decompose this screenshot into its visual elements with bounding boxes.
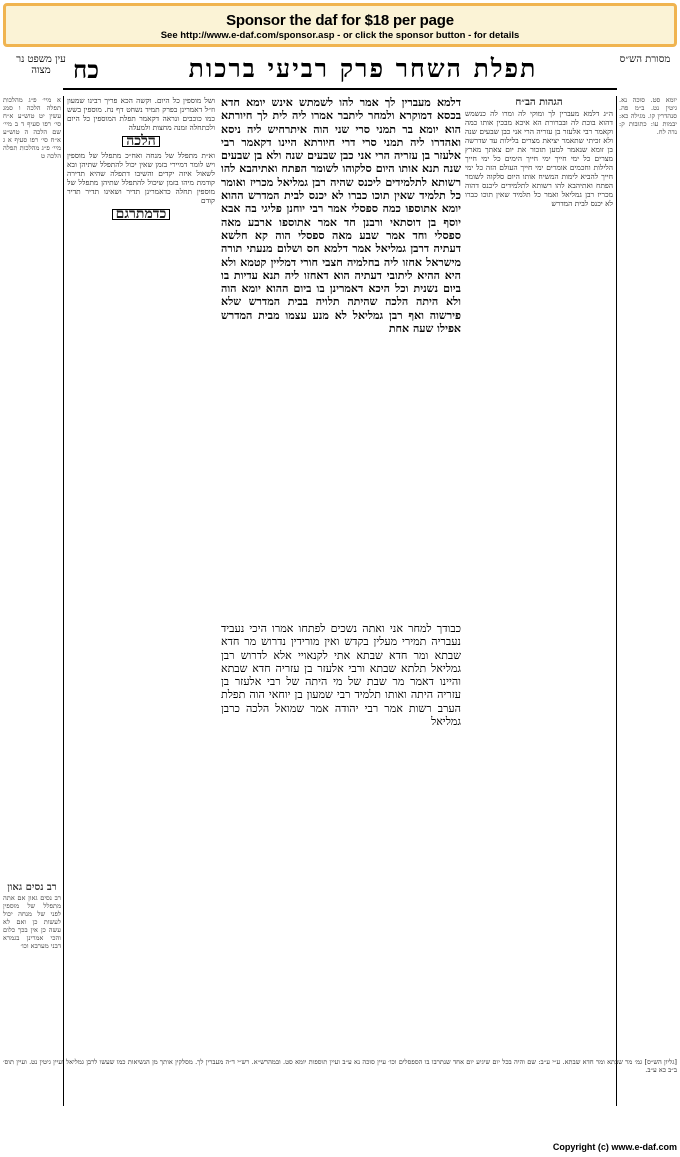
tosafot-heading: כדמתרגם bbox=[67, 207, 215, 222]
rashi-top-text: ושל מוספין כל היום. וקשה הכא פריך רבינו שמעון וז״ל דאמרינן בפרק תמיד נשחט דף נח. מוספין בשש כמו כוכבים ונראה דקאמר תפלת המוספין כל היום ולכתחלה זמנה מחצות ולמעלה bbox=[67, 96, 215, 132]
gemara-text bbox=[221, 96, 461, 616]
sponsor-banner[interactable] bbox=[3, 3, 677, 47]
left-margin-rule bbox=[63, 96, 64, 1106]
header-rule bbox=[63, 88, 617, 90]
rashi-text: ה״ג דלמא מעברין לך ומוקי לה ומרו לה כנשמש דהוא בוכת לה ובברורת הא איכא מבכין אותו כמה וקאמר רבי אלעזר בן עזריה הרי אני כבן שבעים שנה ולא זכיתי שתאמר יציאת מצרים בלילות עד שדרשה בן זומא שנאמר למען תזכור את יום צאתך מארץ מצרים כל ימי חייך ימי חייך הימים כל ימי חייך הלילות וחכמים אומרים ימי חייך העולם הזה כל ימי חייך להביא לימות המשיח אותו היום סלקוה לשומר הפתח ואתיהבא להו רשותא לתלמידים ליכנס דהוה מכריז רבן גמליאל ואמר כל תלמיד שאין תוכו כברו לא יכנס לבית המדרש bbox=[465, 109, 613, 208]
tosafot-text: וא״ת מתפלל של מנחה ואח״כ מתפלל של מוספין ויש לומר דמיירי בזמן שאין יכול להתפלל שתיהן ובא לשאול איזה יקדים והשיבו דתפלה שהיא תדירה קודמת מיהו בזמן שיכול להתפלל שתיהן מתפלל של מוספין תחלה כדאמרינן תדיר ושאינו תדיר תדיר קודם bbox=[67, 151, 215, 205]
lower-gemara bbox=[221, 622, 461, 1106]
copyright-footer: Copyright (c) www.e-daf.com bbox=[552, 1142, 677, 1152]
ein-mishpat-column: א מיי׳ פ״ג מהלכות תפלה הלכה ו סמג עשין יט טוש״ע א״ח סי׳ רפו סעיף ד ב מיי׳ שם הלכה ה טוש״ע א״ח סי׳ רפו סעיף א ג מיי׳ פ״ג מהלכות תפלה הלכה ט bbox=[3, 96, 61, 160]
rashi-column bbox=[465, 96, 613, 1106]
daf-number: כח bbox=[73, 55, 99, 84]
ein-mishpat-header: עין משפט נר מצוה bbox=[16, 54, 66, 76]
halacha-heading: הלכה bbox=[67, 134, 215, 149]
banner-title: Sponsor the daf for $18 per page bbox=[226, 12, 454, 29]
mishnah-text: כבודך למחר אני ואתה נשכים לפתחו אמרו היכי נעביד נעבריה תמירי מעלין בקדש ואין מורידין נדרוש מר חדא שבתא ומר חדא שבתא אתי לקנאויי אלא לדרוש רבן גמליאל תלתא שבתא ורבי אלעזר בן עזריה חדא שבתא והיינו דאמר מר שבת של מי היתה של רבי אלעזר בן עזריה היתה ואותו תלמיד רבי שמעון בן יוחאי הוה תפלת הערב רשות אמר רבי יהודה אמר שמואל הלכה כרבן גמליאל bbox=[221, 622, 461, 729]
gemara-body: דלמא מעברין לך אמר להו לשמתש אינש יומא חדא בכסא דמוקרא ולמחר ליתבר אמרו ליה לית לך חיורתא הוא יומא בר תמני סרי שני הוה איתרחיש ליה ניסא ואהדרו ליה תמני סרי דרי חיורתא היינו דקאמר רבי אלעזר בן עזריה הרי אני כבן שבעים שנה ולא בן שבעים שנה תנא אותו היום סלקוהו לשומר הפתח ואתיהבא להו רשותא לתלמידים ליכנס שהיה רבן גמליאל מכריז ואומר כל תלמיד שאין תוכו כברו לא יכנס לבית המדרש ההוא יומא אתוספו כמה ספסלי אמר רבי יוחנן פליגי בה אבא יוסף בן דוסתאי ורבנן חד אמר אתוספו ארבע מאה ספסלי וחד אמר שבע מאה ספסלי הוה קא חלשא דעתיה דרבן גמליאל אמר דלמא חס ושלום מנעתי תורה מישראל אחזו ליה בחלמיה חצבי חורי דמליין קטמא ולא היא ההיא ליתובי דעתיה הוא דאחזו ליה תנא עדיות בו ביום נשנית וכל היכא דאמרינן בו ביום ההוא יומא הוה ולא היתה הלכה שהיתה תלויה בבית המדרש שלא פירשוה ואף רבן גמליאל לא מנע עצמו מבית המדרש אפילו שעה אחת bbox=[221, 96, 461, 336]
mesorah-column: יומא סט. סוכה נא. גיטין נט. ב״מ פה. סנהדרין קו. מגילה כא: יבמות עו: כתובות ק: נדה לח. bbox=[619, 96, 677, 136]
page-title: תפלת השחר פרק רביעי ברכות bbox=[188, 54, 538, 83]
rabbenu-text: רב נסים גאון אם אתה מתפלל של מוספין לפני של מנחה יכול לעשות כן ואם לא עשה כן אין בכך כלום והכי אמרינן בגמרא דבני מערבא וכו׳ bbox=[3, 894, 61, 950]
haghot-heading: הגהות הב״ח bbox=[515, 97, 563, 108]
right-margin-rule bbox=[616, 96, 617, 1106]
mesorah-header: מסורת הש״ס bbox=[619, 54, 671, 65]
rabbenu-heading: רב נסים גאון bbox=[7, 882, 57, 893]
gilyon-notes: [גליון הש״ס] גמ׳ מר שבתא ומר חדא שבתא. ע״י ע״ב: שם והיה בכל יום שיגיע יום אחד שנתרבו בו הספסלים וכו׳ עיין סוכה נא ע״ב ועיין תוספות יומא סט. ובמהרש״א. רש״י ד״ה מעברין לך. מסלקין אותך מן הנשיאות כמו שעשו לרבן גמליאל ועיין גיטין נט. ועיין תוס׳ ב״ב כא ע״ב. bbox=[3, 1058, 677, 1074]
talmud-page bbox=[3, 52, 677, 1138]
banner-subtitle: See http://www.e-daf.com/sponsor.asp - or click the sponsor button - for details bbox=[160, 30, 520, 41]
tosafot-column bbox=[67, 96, 215, 1106]
